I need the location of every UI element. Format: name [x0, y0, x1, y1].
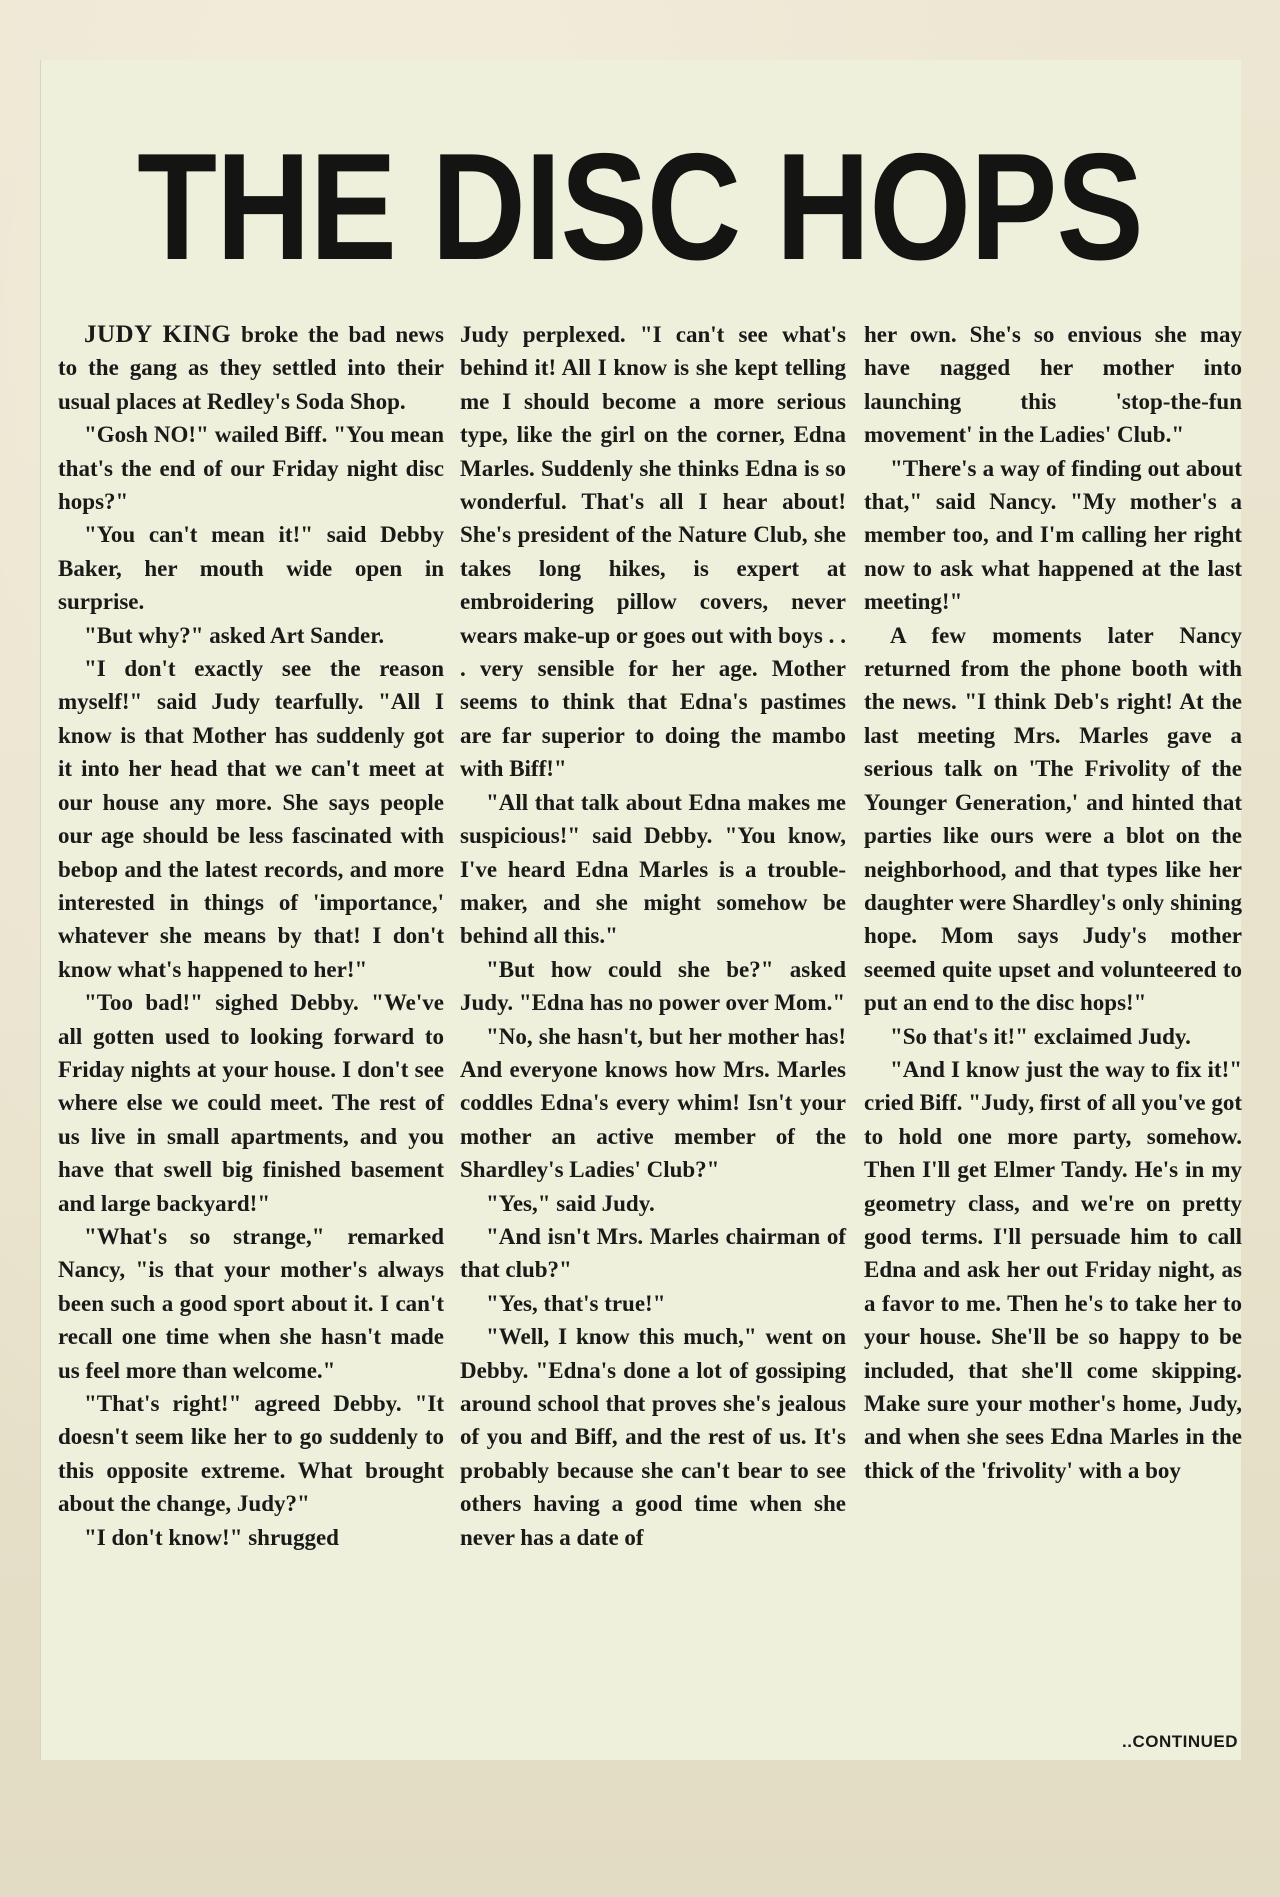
- continued-label: ..CONTINUED: [1122, 1732, 1238, 1751]
- paragraph: "What's so strange," remarked Nancy, "is that your mother's always been such a good sport about it. I can't recall one time when she hasn't made us feel more than welcome.": [58, 1223, 444, 1383]
- paragraph: "And I know just the way to fix it!" cried Biff. "Judy, first of all you've got to hold one more party, somehow. Then I'll get Elmer Tandy. He's in my geometry class, and we're on pretty good terms. I'll persuade him to call Edna and ask her out Friday night, as a favor to me. Then he's to take her to your house. She'll be so happy to be included, that she'll come skipping. Make sure your mother's home, Judy, and when she sees Edna Marles in the thick of the 'frivolity' with a boy: [864, 1056, 1242, 1483]
- paragraph: "I don't exactly see the reason myself!" said Judy tearfully. "All I know is that Mother has suddenly got it into her head that we can't meet at our house any more. She says people our age should be less fascinated with bebop and the latest records, and more interested in things of 'importance,' whatever she means by that! I don't know what's happened to her!": [58, 656, 444, 982]
- paragraph: "And isn't Mrs. Marles chairman of that club?": [460, 1223, 846, 1283]
- paragraph: "No, she hasn't, but her mother has! And everyone knows how Mrs. Marles coddles Edna's every whim! Isn't your mother an active member of the Shardley's Ladies' Club?": [460, 1023, 846, 1183]
- paragraph: "There's a way of finding out about that," said Nancy. "My mother's a member too, and I'm calling her right now to ask what happened at the last meeting!": [864, 455, 1242, 615]
- text-column-3: [864, 318, 1242, 1487]
- paragraph: "Too bad!" sighed Debby. "We've all gotten used to looking forward to Friday nights at your house. I don't see where else we could meet. The rest of us live in small apartments, and you have that swell big finished basement and large backyard!": [58, 990, 444, 1216]
- paragraph: her own. She's so envious she may have nagged her mother into launching this 'stop-the-fun movement' in the Ladies' Club.": [864, 322, 1242, 448]
- paragraph: "So that's it!" exclaimed Judy.: [890, 1023, 1191, 1049]
- text-column-1: [58, 318, 444, 1554]
- text-column-2: [460, 318, 846, 1554]
- paragraph: "But how could she be?" asked Judy. "Edna has no power over Mom.": [460, 956, 846, 1016]
- paragraph: "All that talk about Edna makes me suspicious!" said Debby. "You know, I've heard Edna Marles is a trouble-maker, and she might somehow be behind all this.": [460, 789, 846, 949]
- paragraph: "Well, I know this much," went on Debby. "Edna's done a lot of gossiping around school that proves she's jealous of you and Biff, and the rest of us. It's probably because she can't bear to see others having a good time when she never has a date of: [460, 1324, 846, 1550]
- paragraph: Judy perplexed. "I can't see what's behind it! All I know is she kept telling me I should become a more serious type, like the girl on the corner, Edna Marles. Suddenly she thinks Edna is so wonderful. That's all I hear about! She's president of the Nature Club, she takes long hikes, is expert at embroidering pillow covers, never wears make-up or goes out with boys . . . very sensible for her age. Mother seems to think that Edna's pastimes are far superior to doing the mambo with Biff!": [460, 322, 846, 782]
- paragraph: "Yes, that's true!": [486, 1290, 666, 1316]
- paragraph: A few moments later Nancy returned from the phone booth with the news. "I think Deb's right! At the last meeting Mrs. Marles gave a serious talk on 'The Frivolity of the Younger Generation,' and hinted that parties like ours were a blot on the neighborhood, and that types like her daughter were Shardley's only shining hope. Mom says Judy's mother seemed quite upset and volunteered to put an end to the disc hops!": [864, 622, 1242, 1016]
- paragraph-text: broke the bad news to the gang as they settled into their usual places at Redley's Soda Shop.: [58, 322, 444, 414]
- paragraph: "You can't mean it!" said Debby Baker, her mouth wide open in surprise.: [58, 522, 444, 615]
- paragraph: "Yes," said Judy.: [486, 1190, 655, 1216]
- story-title: THE DISC HOPS: [137, 122, 1143, 292]
- paragraph: [58, 318, 444, 418]
- paragraph: "Gosh NO!" wailed Biff. "You mean that's the end of our Friday night disc hops?": [58, 422, 444, 515]
- opening-name: JUDY KING: [84, 321, 232, 348]
- paragraph: "That's right!" agreed Debby. "It doesn't seem like her to go suddenly to this opposite extreme. What brought about the change, Judy?": [58, 1391, 444, 1517]
- paragraph: "But why?" asked Art Sander.: [84, 622, 385, 648]
- paragraph: "I don't know!" shrugged: [84, 1524, 339, 1550]
